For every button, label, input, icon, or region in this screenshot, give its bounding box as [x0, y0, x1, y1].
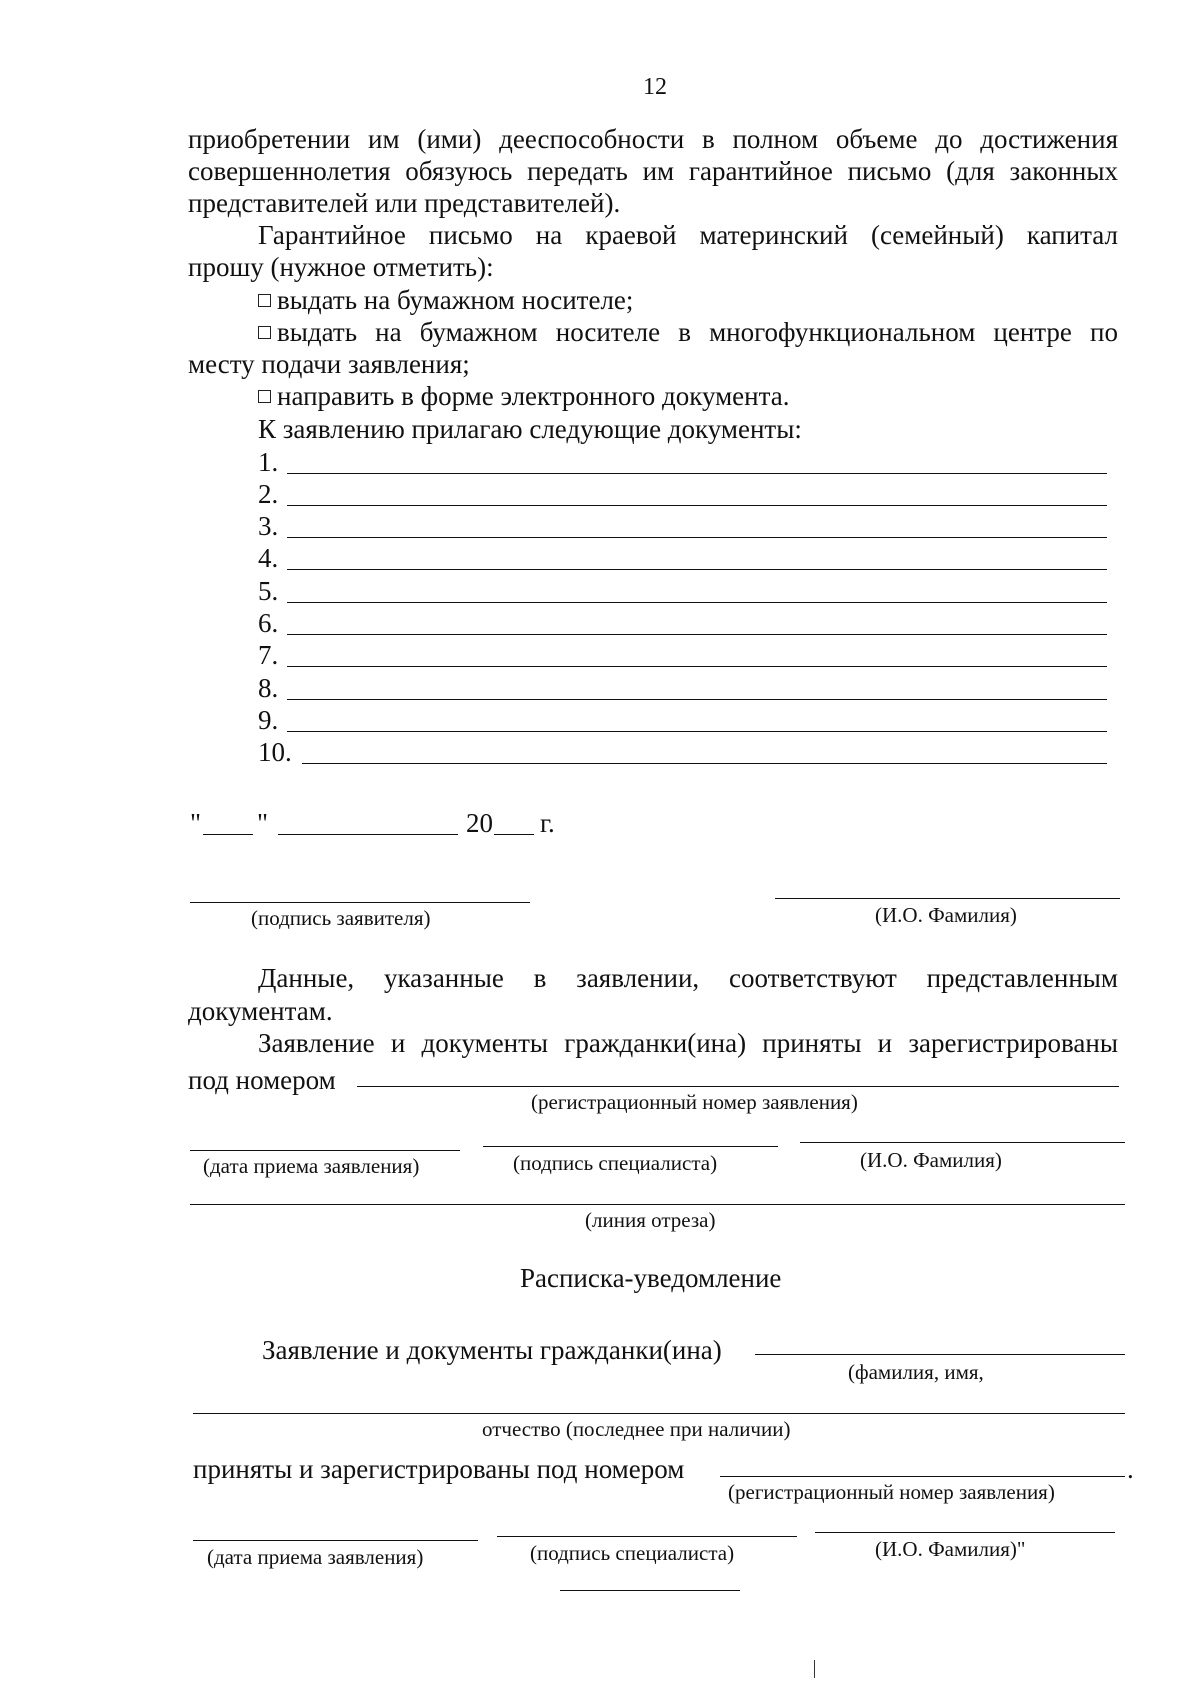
patronymic-caption: отчество (последнее при наличии): [482, 1417, 791, 1441]
date-quote-close: ": [257, 808, 269, 838]
attachment-number: 7.: [258, 640, 279, 670]
registration-number-field[interactable]: [357, 1086, 1119, 1087]
receipt-registered-end: .: [1127, 1454, 1134, 1484]
attachment-field[interactable]: [287, 634, 1107, 635]
cut-line-caption: (линия отреза): [585, 1208, 716, 1232]
attachment-field[interactable]: [287, 731, 1107, 732]
applicant-name-caption: (И.О. Фамилия): [875, 903, 1017, 927]
specialist-signature-field[interactable]: [483, 1146, 778, 1147]
attachment-number: 10.: [258, 737, 292, 767]
receipt-date-caption: (дата приема заявления): [207, 1545, 424, 1569]
applicant-signature-field[interactable]: [190, 902, 530, 903]
name-caption: (фамилия, имя,: [848, 1360, 984, 1384]
attachment-field[interactable]: [287, 505, 1107, 506]
checkbox-icon[interactable]: [258, 390, 271, 403]
attachment-number: 6.: [258, 608, 279, 638]
applicant-name-field[interactable]: [775, 898, 1120, 899]
attachment-field[interactable]: [287, 473, 1107, 474]
verification-line-3: Заявление и документы гражданки(ина) приняты и зарегистрированы: [258, 1028, 1118, 1058]
date-year-suffix: г.: [540, 808, 555, 838]
receipt-date-field[interactable]: [193, 1540, 478, 1541]
date-day-field[interactable]: [203, 834, 253, 835]
receipt-registered-line: приняты и зарегистрированы под номером: [193, 1454, 685, 1484]
specialist-name-field[interactable]: [800, 1142, 1125, 1143]
receipt-fio-field[interactable]: [815, 1532, 1115, 1533]
intro-line-3: представителей или представителей).: [188, 188, 621, 218]
receipt-fio-caption: (И.О. Фамилия)": [875, 1537, 1026, 1561]
guarantee-line-1: Гарантийное письмо на краевой материнский (семейный) капитал: [258, 220, 1118, 250]
receipt-date-field[interactable]: [190, 1150, 460, 1151]
attachment-field[interactable]: [287, 699, 1107, 700]
option-mfc[interactable]: [258, 317, 1118, 348]
option-electronic[interactable]: [258, 381, 789, 412]
option-paper[interactable]: [258, 285, 633, 316]
attachment-field[interactable]: [287, 602, 1107, 603]
receipt-title: Расписка-уведомление: [520, 1263, 782, 1293]
verification-line-1: Данные, указанные в заявлении, соответствуют представленным: [258, 963, 1118, 993]
intro-line-1: приобретении им (ими) дееспособности в полном объеме до достижения: [188, 124, 1118, 154]
receipt-specialist-caption: (подпись специалиста): [530, 1541, 735, 1565]
intro-line-2: совершеннолетия обязуюсь передать им гарантийное письмо (для законных: [188, 156, 1118, 186]
attachment-number: 8.: [258, 673, 279, 703]
cut-line: [190, 1204, 1125, 1205]
attachment-number: 1.: [258, 447, 279, 477]
receipt-registration-field[interactable]: [720, 1476, 1125, 1477]
attachment-field[interactable]: [302, 763, 1107, 764]
checkbox-icon[interactable]: [258, 326, 271, 339]
date-year-prefix: 20: [466, 808, 493, 838]
attachment-number: 3.: [258, 511, 279, 541]
option-electronic-label: направить в форме электронного документа.: [277, 381, 790, 411]
receipt-specialist-field[interactable]: [497, 1536, 797, 1537]
attachment-field[interactable]: [287, 569, 1107, 570]
applicant-signature-caption: (подпись заявителя): [251, 906, 431, 930]
patronymic-field[interactable]: [193, 1413, 1125, 1414]
attachment-number: 5.: [258, 576, 279, 606]
receipt-line-1: Заявление и документы гражданки(ина): [262, 1335, 722, 1365]
verification-line-4: под номером: [188, 1065, 336, 1095]
attachment-number: 2.: [258, 479, 279, 509]
specialist-signature-caption: (подпись специалиста): [513, 1151, 718, 1175]
date-quote-open: ": [190, 808, 202, 838]
option-paper-label: выдать на бумажном носителе;: [277, 285, 634, 315]
option-mfc-line-2: месту подачи заявления;: [188, 349, 470, 379]
scan-mark: [814, 1660, 815, 1678]
attachment-number: 9.: [258, 705, 279, 735]
applicant-fullname-field[interactable]: [755, 1354, 1125, 1355]
specialist-name-caption: (И.О. Фамилия): [860, 1148, 1002, 1172]
attachment-number: 4.: [258, 543, 279, 573]
date-year-field[interactable]: [494, 834, 534, 835]
closing-rule: [560, 1590, 740, 1591]
receipt-date-caption: (дата приема заявления): [203, 1154, 420, 1178]
guarantee-line-2: прошу (нужное отметить):: [188, 252, 494, 282]
attachment-field[interactable]: [287, 666, 1107, 667]
page-number: 12: [643, 74, 667, 100]
attachments-heading: К заявлению прилагаю следующие документы:: [258, 414, 802, 444]
checkbox-icon[interactable]: [258, 294, 271, 307]
attachment-field[interactable]: [287, 537, 1107, 538]
date-month-field[interactable]: [278, 834, 458, 835]
verification-line-2: документам.: [188, 996, 333, 1026]
registration-number-caption: (регистрационный номер заявления): [531, 1090, 858, 1114]
receipt-registration-caption: (регистрационный номер заявления): [728, 1480, 1055, 1504]
option-mfc-label: выдать на бумажном носителе в многофункциональном центре по: [277, 317, 1118, 347]
